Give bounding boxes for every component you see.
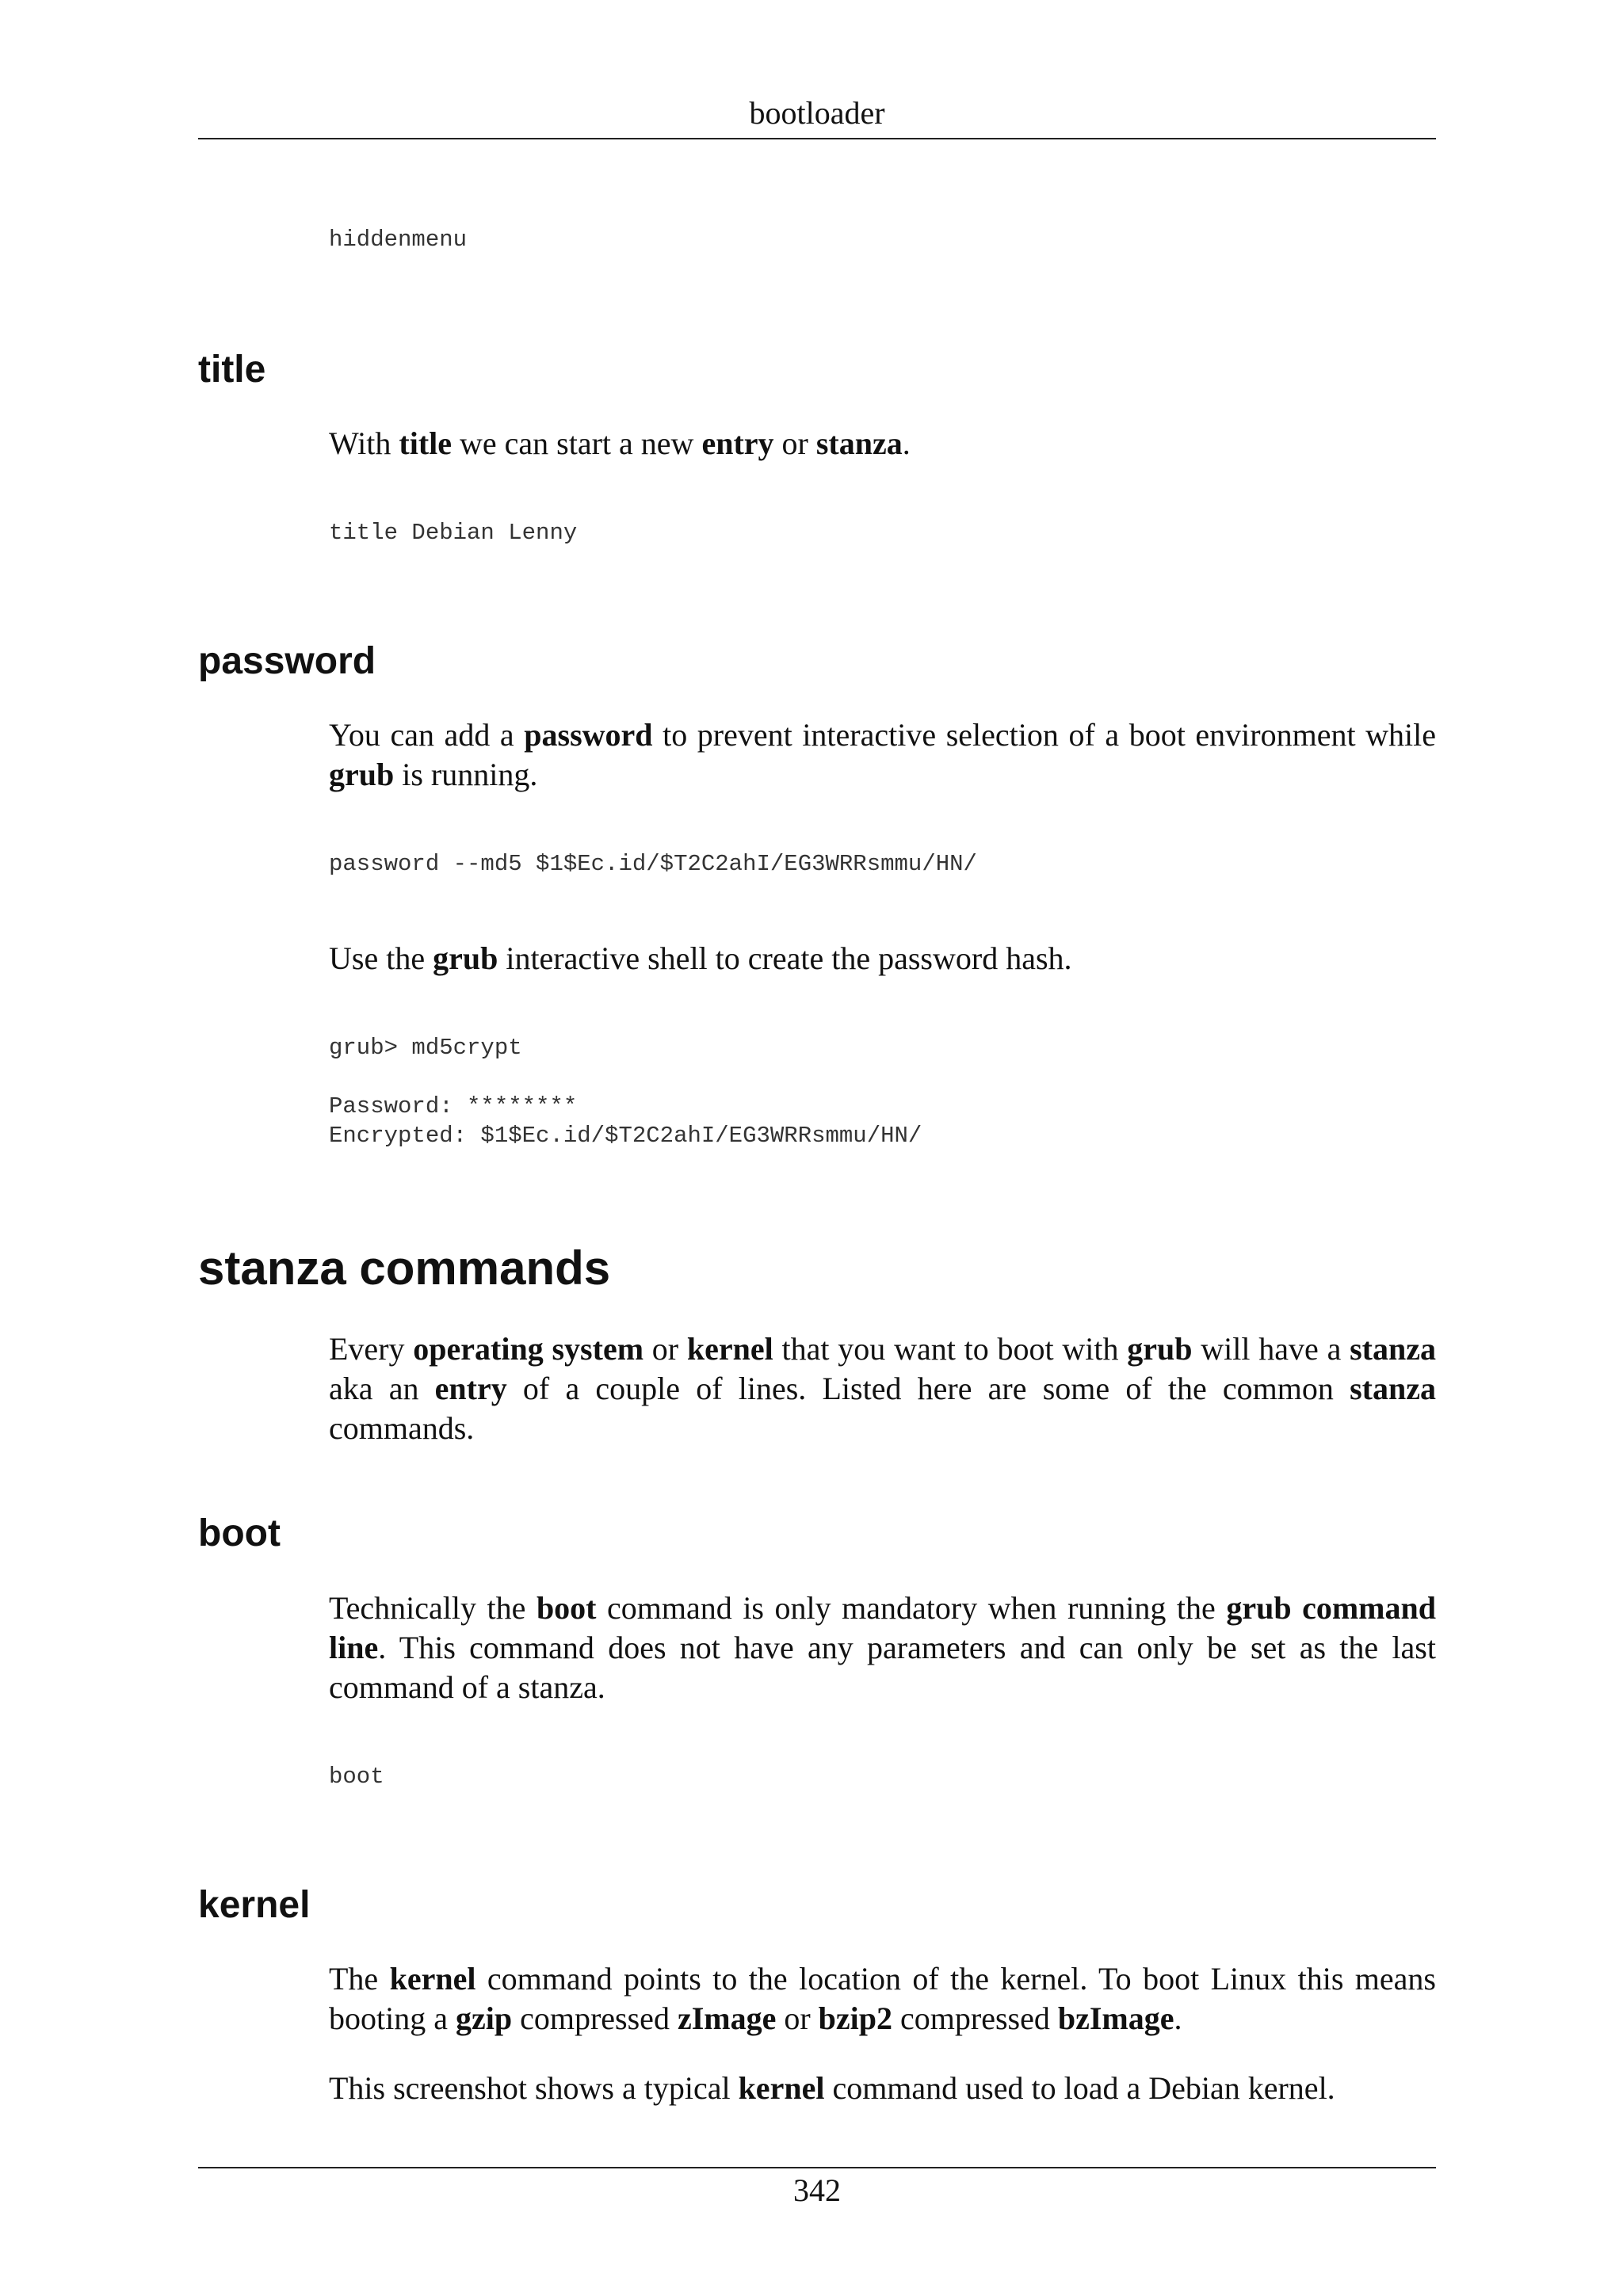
code-block-boot: boot	[329, 1764, 384, 1790]
bold-term: entry	[701, 425, 774, 461]
footer-rule	[198, 2167, 1436, 2168]
bold-term: kernel	[686, 1331, 773, 1367]
heading-kernel: kernel	[198, 1884, 311, 1926]
paragraph-password-hash: Use the grub interactive shell to create the password hash.	[329, 940, 1072, 976]
bold-term: bzImage	[1057, 2000, 1174, 2036]
header-rule	[198, 138, 1436, 139]
bold-term: stanza	[815, 425, 903, 461]
paragraph-kernel-intro: The kernel command points to the location of the kernel. To boot Linux this means booting a gzip compressed zImage or bzip2 compressed bzImage.	[329, 1961, 1436, 2036]
bold-term: kernel	[738, 2070, 825, 2106]
heading-boot: boot	[198, 1512, 281, 1554]
bold-term: grub	[433, 940, 498, 976]
bold-term: zImage	[677, 2000, 777, 2036]
bold-term: kernel	[389, 1961, 476, 1997]
bold-term: operating system	[413, 1331, 644, 1367]
bold-term: stanza	[1350, 1371, 1436, 1406]
heading-password: password	[198, 640, 376, 682]
paragraph-title: With title we can start a new entry or stanza.	[329, 425, 911, 461]
paragraph-password-intro: You can add a password to prevent interactive selection of a boot environment while grub is running.	[329, 717, 1437, 792]
bold-term: boot	[536, 1590, 597, 1626]
page-number: 342	[793, 2172, 841, 2208]
heading-title: title	[198, 349, 266, 391]
bold-term: bzip2	[818, 2000, 893, 2036]
bold-term: title	[399, 425, 453, 461]
running-header: bootloader	[749, 95, 885, 131]
code-block-password: password --md5 $1$Ec.id/$T2C2ahI/EG3WRRsmmu/HN/	[329, 851, 977, 877]
code-block-hiddenmenu: hiddenmenu	[329, 227, 468, 253]
code-block-md5crypt: grub> md5crypt Password: ******** Encrypted: $1$Ec.id/$T2C2ahI/EG3WRRsmmu/HN/	[329, 1035, 922, 1149]
bold-term: grub	[329, 757, 395, 792]
bold-term: entry	[434, 1371, 507, 1406]
paragraph-boot: Technically the boot command is only mandatory when running the grub command line. This command does not have any parameters and can only be set as the last command of a stanza.	[329, 1590, 1436, 1705]
bold-term: gzip	[455, 2000, 513, 2036]
bold-term: grub command line	[329, 1590, 1436, 1665]
bold-term: stanza	[1350, 1331, 1436, 1367]
code-block-title: title Debian Lenny	[329, 520, 578, 546]
bold-term: password	[524, 717, 653, 753]
bold-term: grub	[1127, 1331, 1193, 1367]
heading-stanza-commands: stanza commands	[198, 1241, 611, 1295]
paragraph-stanza-commands: Every operating system or kernel that you want to boot with grub will have a stanza aka an entry of a couple of lines. Listed here are some of the common stanza commands.	[329, 1331, 1436, 1446]
paragraph-kernel-screenshot: This screenshot shows a typical kernel command used to load a Debian kernel.	[329, 2070, 1335, 2106]
